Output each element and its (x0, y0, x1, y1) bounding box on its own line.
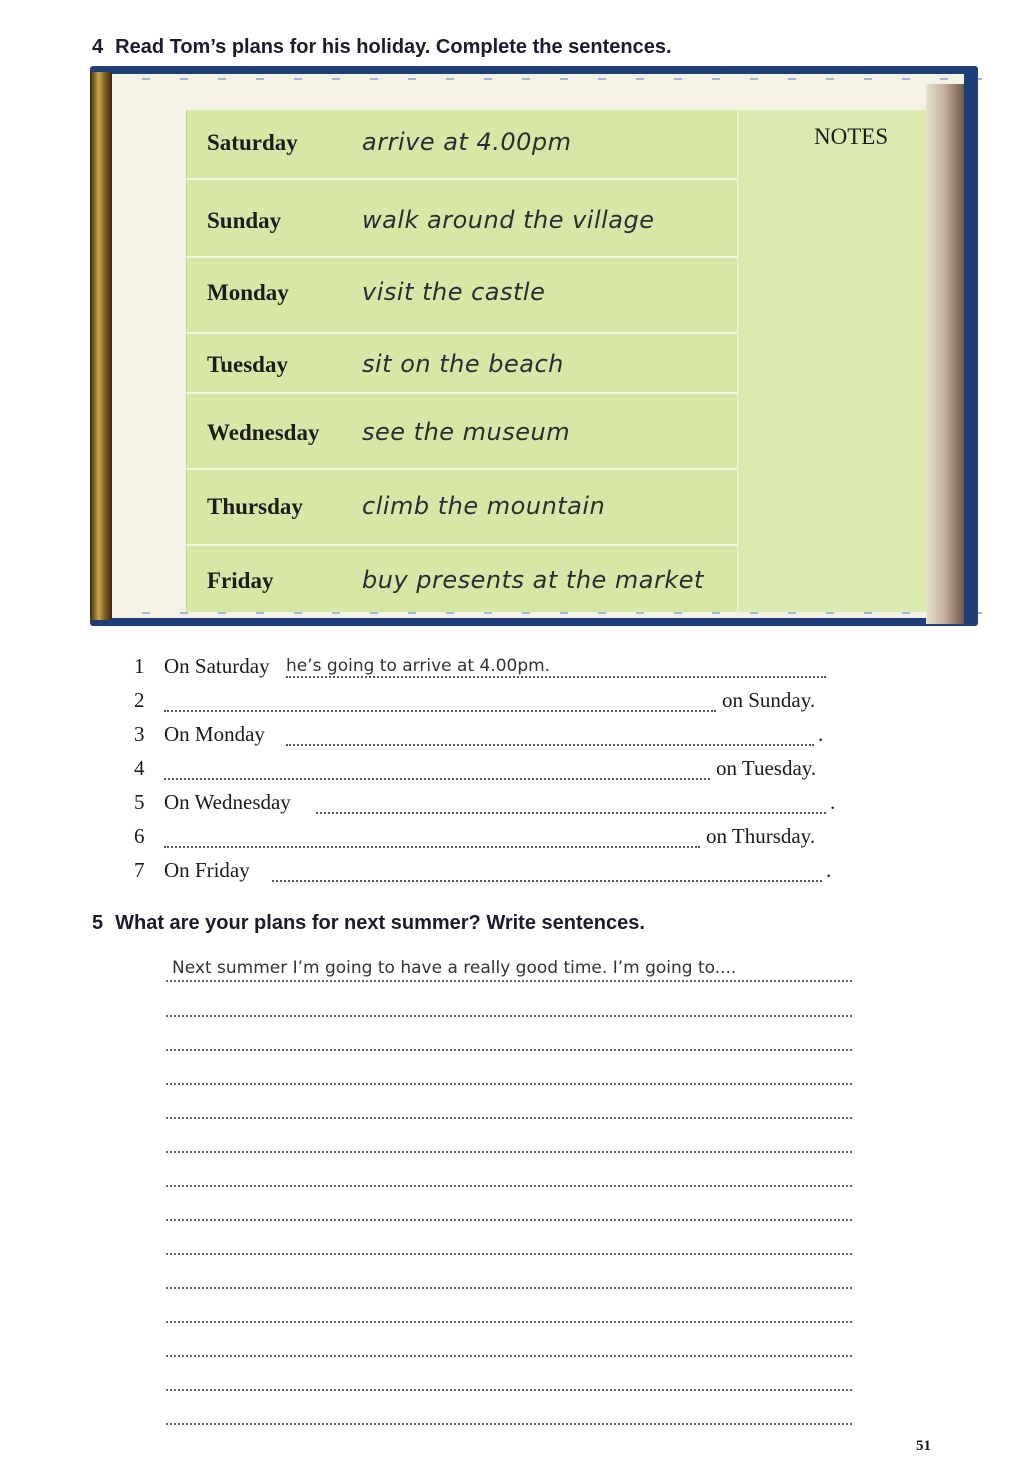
writing-line[interactable] (166, 1117, 852, 1119)
exercise-4-title: Read Tom’s plans for his holiday. Complete the sentences. (115, 36, 672, 58)
schedule-day: Tuesday (207, 352, 288, 377)
answer-line[interactable] (286, 676, 826, 678)
sentence-suffix: on Sunday. (722, 688, 816, 712)
writing-line[interactable] (166, 1049, 852, 1051)
schedule-plan: arrive at 4.00pm (362, 128, 572, 156)
schedule-day: Monday (207, 280, 289, 305)
sentence-number: 1 (134, 654, 145, 678)
sentence-2 (134, 688, 834, 716)
schedule-day: Thursday (207, 494, 303, 519)
schedule-row (187, 546, 737, 620)
sentence-answer[interactable]: he’s going to arrive at 4.00pm. (286, 656, 551, 676)
sentence-prefix: On Friday (164, 858, 250, 882)
schedule-plan: sit on the beach (362, 350, 564, 378)
schedule-plan: buy presents at the market (362, 566, 704, 594)
page-edge (926, 84, 964, 624)
exercise-5-title: What are your plans for next summer? Write sentences. (115, 912, 645, 934)
schedule-row (187, 394, 737, 470)
exercise-5-heading (92, 912, 645, 935)
schedule-plan: visit the castle (362, 278, 546, 306)
schedule-row (187, 110, 737, 180)
schedule-row (187, 180, 737, 258)
writing-line[interactable] (166, 1219, 852, 1221)
sentence-5 (134, 790, 834, 818)
writing-line[interactable] (166, 1151, 852, 1153)
exercise-4-number: 4 (92, 36, 104, 58)
sentence-number: 5 (134, 790, 145, 814)
answer-line[interactable] (272, 880, 822, 882)
schedule-day: Saturday (207, 130, 298, 155)
example-answer[interactable]: Next summer I’m going to have a really good time. I’m going to.... (172, 958, 737, 978)
sentence-4 (134, 756, 834, 784)
planner-page (112, 74, 964, 618)
schedule-row (187, 334, 737, 394)
sentence-1 (134, 654, 834, 682)
sentence-prefix: On Wednesday (164, 790, 291, 814)
sentence-3 (134, 722, 834, 750)
writing-line[interactable] (166, 1389, 852, 1391)
schedule-plan: walk around the village (362, 206, 655, 234)
schedule-day: Sunday (207, 208, 282, 233)
writing-line[interactable] (166, 1185, 852, 1187)
writing-line[interactable] (166, 1253, 852, 1255)
sentence-suffix: . (830, 790, 836, 814)
writing-line[interactable] (166, 1355, 852, 1357)
answer-line[interactable] (164, 710, 716, 712)
exercise-5-number: 5 (92, 912, 104, 934)
sentence-number: 4 (134, 756, 145, 780)
answer-line[interactable] (164, 846, 700, 848)
writing-line[interactable] (166, 1321, 852, 1323)
schedule-table (186, 110, 737, 612)
schedule-plan: climb the mountain (362, 492, 606, 520)
sentence-7 (134, 858, 834, 886)
sentence-number: 3 (134, 722, 145, 746)
schedule-plan: see the museum (362, 418, 571, 446)
writing-line[interactable] (166, 1423, 852, 1425)
schedule-row (187, 258, 737, 334)
sentence-prefix: On Saturday (164, 654, 270, 678)
writing-line[interactable] (166, 1287, 852, 1289)
sentence-6 (134, 824, 834, 852)
answer-line[interactable] (164, 778, 710, 780)
sentence-prefix: On Monday (164, 722, 265, 746)
writing-line[interactable] (166, 980, 852, 982)
schedule-day: Wednesday (207, 420, 320, 445)
sentence-suffix: on Thursday. (706, 824, 816, 848)
stitch-top (142, 78, 982, 80)
notes-title: NOTES (814, 124, 889, 149)
sentence-number: 2 (134, 688, 145, 712)
page-number: 51 (916, 1438, 931, 1454)
sentence-suffix: on Tuesday. (716, 756, 817, 780)
planner-binding (90, 72, 112, 620)
holiday-planner (90, 66, 978, 626)
sentence-suffix: . (826, 858, 832, 882)
answer-line[interactable] (316, 812, 826, 814)
schedule-day: Friday (207, 568, 274, 593)
answer-line[interactable] (286, 744, 814, 746)
writing-line[interactable] (166, 1015, 852, 1017)
sentence-number: 7 (134, 858, 145, 882)
sentence-suffix: . (818, 722, 824, 746)
writing-line[interactable] (166, 1083, 852, 1085)
sentence-number: 6 (134, 824, 145, 848)
schedule-row (187, 470, 737, 546)
exercise-4-heading (92, 36, 672, 59)
